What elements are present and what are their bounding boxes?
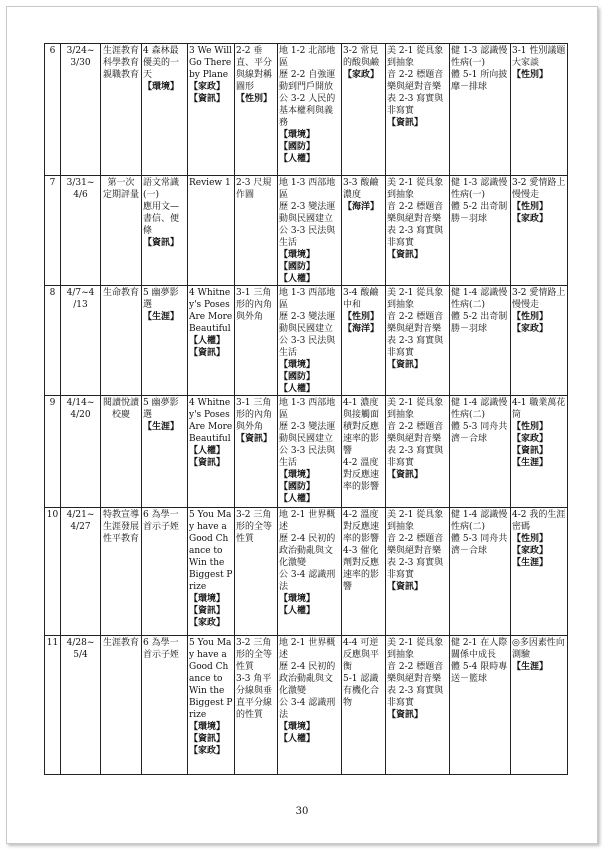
unit-text: 6 為學一首示子姪 <box>143 510 180 532</box>
math-cell <box>235 44 278 176</box>
date-line: 4/7~4 <box>66 288 95 298</box>
science-cell <box>342 176 386 286</box>
issue-tag: 【人權】 <box>189 446 226 456</box>
unit-text: 語文常識(一) <box>143 178 180 200</box>
unit-text: 4-4 可逆反應與平衡 <box>343 638 380 672</box>
issue-tag: 【資訊】 <box>512 446 549 456</box>
math-cell <box>235 396 278 508</box>
unit-text: 健 1-4 認識慢性病(二) <box>451 398 508 420</box>
math-cell <box>235 176 278 286</box>
unit-text: 4-1 職業萬花筒 <box>512 398 566 420</box>
unit-text: 3-3 酸鹼濃度 <box>343 178 379 200</box>
math-cell <box>235 508 278 636</box>
unit-text: 美 2-1 從具象到抽象 <box>387 638 444 660</box>
table-row <box>45 44 568 176</box>
unit-text: 3-2 三角形的全等性質 <box>236 510 273 544</box>
date-line: 3/31~ <box>66 178 95 188</box>
unit-text: 3-2 三角形的全等性質 <box>236 638 273 672</box>
math-cell <box>235 286 278 396</box>
date-range <box>61 44 101 176</box>
week-number: 10 <box>45 508 61 636</box>
issue-tag: 【性別】 <box>236 94 273 104</box>
english-cell <box>188 508 235 636</box>
issue-tag: 【人權】 <box>279 606 316 616</box>
date-line: /13 <box>73 300 88 310</box>
unit-text: 3-2 愛情路上慢慢走 <box>512 178 566 200</box>
unit-text: ◎多因素性向測驗 <box>512 638 565 660</box>
date-line: 4/27 <box>70 522 91 532</box>
unit-text: 3-2 常見的酸與鹼 <box>343 46 380 68</box>
date-range <box>61 636 101 775</box>
issue-tag: 【家政】 <box>512 434 549 444</box>
unit-text: 歷 2-3 變法運動與民國建立 <box>279 422 336 444</box>
english-cell <box>188 396 235 508</box>
science-cell <box>342 396 386 508</box>
issue-tag: 【人權】 <box>279 734 316 744</box>
theme-line: 生涯發展 <box>102 522 139 532</box>
issue-tag: 【性別】 <box>512 202 549 212</box>
integrative-cell <box>511 176 568 286</box>
date-range <box>61 508 101 636</box>
issue-tag: 【資訊】 <box>189 606 226 616</box>
english-cell <box>188 44 235 176</box>
theme-cell <box>101 176 142 286</box>
social-cell <box>278 508 342 636</box>
social-cell <box>278 44 342 176</box>
issue-tag: 【家政】 <box>512 546 549 556</box>
unit-text: 體 5-2 出奇制勝－羽球 <box>451 202 508 224</box>
issue-tag: 【性別】 <box>343 312 380 322</box>
issue-tag: 【國防】 <box>279 372 316 382</box>
unit-text: 地 1-3 西部地區 <box>279 288 336 310</box>
issue-tag: 【生涯】 <box>143 312 180 322</box>
issue-tag: 【性別】 <box>512 534 549 544</box>
unit-text: 歷 2-2 自強運動到門戶開放 <box>279 70 336 92</box>
health-pe-cell <box>450 508 511 636</box>
issue-tag: 【生涯】 <box>512 458 549 468</box>
health-pe-cell <box>450 396 511 508</box>
theme-line: 閱讀悅讀 <box>102 398 139 408</box>
date-range <box>61 176 101 286</box>
integrative-cell <box>511 636 568 775</box>
unit-text: 3-1 三角形的內角與外角 <box>236 288 273 322</box>
unit-text: 音 2-2 標題音樂與絕對音樂 <box>387 312 444 334</box>
theme-line: 第一次 <box>107 178 135 188</box>
issue-tag: 【環境】 <box>279 130 316 140</box>
week-number: 6 <box>45 44 61 176</box>
unit-text: 表 2-3 寫實與非寫實 <box>387 226 444 248</box>
issue-tag: 【環境】 <box>189 594 226 604</box>
issue-tag: 【人權】 <box>279 154 316 164</box>
unit-text: 表 2-3 寫實與非寫實 <box>387 558 444 580</box>
unit-text: 3 We Will Go There by Plane <box>189 46 233 80</box>
date-line: 3/24~ <box>66 46 95 56</box>
unit-text: 歷 2-3 變法運動與民國建立 <box>279 202 336 224</box>
issue-tag: 【環境】 <box>279 722 316 732</box>
health-pe-cell <box>450 636 511 775</box>
unit-text: 美 2-1 從具象到抽象 <box>387 178 444 200</box>
integrative-cell <box>511 44 568 176</box>
theme-line: 性平教育 <box>102 534 139 544</box>
theme-cell <box>101 636 142 775</box>
unit-text: 音 2-2 標題音樂與絕對音樂 <box>387 202 444 224</box>
unit-text: 健 1-4 認識慢性病(二) <box>451 288 508 310</box>
science-cell <box>342 286 386 396</box>
unit-text: 音 2-2 標題音樂與絕對音樂 <box>387 70 444 92</box>
unit-text: 體 5-2 出奇制勝－羽球 <box>451 312 508 334</box>
theme-cell <box>101 44 142 176</box>
date-line: 5/4 <box>73 650 88 660</box>
issue-tag: 【環境】 <box>279 360 316 370</box>
issue-tag: 【環境】 <box>279 594 316 604</box>
page-number: 30 <box>295 806 309 817</box>
theme-line: 生涯教育 <box>102 46 139 56</box>
theme-line: 生涯教育 <box>102 638 139 648</box>
arts-cell <box>386 286 450 396</box>
issue-tag: 【人權】 <box>189 336 226 346</box>
issue-tag: 【資訊】 <box>189 458 226 468</box>
issue-tag: 【生涯】 <box>512 662 549 672</box>
theme-cell <box>101 508 142 636</box>
unit-text: 4-2 溫度對反應速率的影響 <box>343 510 380 544</box>
unit-text: 4-2 我的生涯密碼 <box>512 510 566 532</box>
issue-tag: 【資訊】 <box>189 94 226 104</box>
unit-text: 4-1 濃度與接觸面積對反應速率的影響 <box>343 398 380 456</box>
unit-text: 公 3-3 民法與生活 <box>279 446 336 468</box>
unit-text: 地 1-3 西部地區 <box>279 398 336 420</box>
date-line: 3/30 <box>70 58 91 68</box>
social-cell <box>278 286 342 396</box>
issue-tag: 【資訊】 <box>387 360 424 370</box>
issue-tag: 【家政】 <box>189 746 226 756</box>
issue-tag: 【資訊】 <box>189 348 226 358</box>
issue-tag: 【性別】 <box>512 422 549 432</box>
unit-text: 3-4 酸鹼中和 <box>343 288 379 310</box>
health-pe-cell <box>450 44 511 176</box>
issue-tag: 【生涯】 <box>512 558 549 568</box>
issue-tag: 【國防】 <box>279 142 316 152</box>
chinese-cell <box>142 176 188 286</box>
health-pe-cell <box>450 286 511 396</box>
unit-text: 5-1 認識有機化合物 <box>343 674 380 708</box>
integrative-cell <box>511 396 568 508</box>
unit-text: 應用文—書信、便條 <box>143 202 180 236</box>
unit-text: 4 Whitney's Poses Are More Beautiful <box>189 398 233 444</box>
theme-cell <box>101 286 142 396</box>
date-line: 4/20 <box>70 410 91 420</box>
unit-text: 音 2-2 標題音樂與絕對音樂 <box>387 534 444 556</box>
issue-tag: 【人權】 <box>279 494 316 504</box>
arts-cell <box>386 176 450 286</box>
date-line: 4/6 <box>73 190 88 200</box>
theme-line: 科學教育 <box>102 58 139 68</box>
unit-text: 公 3-2 人民的基本權利與義務 <box>279 94 336 128</box>
table-row <box>45 508 568 636</box>
issue-tag: 【資訊】 <box>189 734 226 744</box>
unit-text: 公 3-4 認識刑法 <box>279 570 336 592</box>
unit-text: 地 1-2 北部地區 <box>279 46 336 68</box>
integrative-cell <box>511 508 568 636</box>
chinese-cell <box>142 286 188 396</box>
date-line: 4/21~ <box>66 510 95 520</box>
arts-cell <box>386 396 450 508</box>
issue-tag: 【環境】 <box>143 82 180 92</box>
unit-text: 公 3-3 民法與生活 <box>279 226 336 248</box>
date-range <box>61 286 101 396</box>
issue-tag: 【環境】 <box>279 250 316 260</box>
social-cell <box>278 176 342 286</box>
unit-text: 6 為學一首示子姪 <box>143 638 180 660</box>
unit-text: 5 幽夢影選 <box>143 288 179 310</box>
issue-tag: 【人權】 <box>279 274 316 284</box>
table-row <box>45 286 568 396</box>
unit-text: 表 2-3 寫實與非寫實 <box>387 686 444 708</box>
unit-text: 5 幽夢影選 <box>143 398 179 420</box>
unit-text: 4 Whitney's Poses Are More Beautiful <box>189 288 233 334</box>
social-cell <box>278 636 342 775</box>
theme-line: 生命教育 <box>102 288 139 298</box>
unit-text: 4-2 溫度對反應速率的影響 <box>343 458 380 492</box>
unit-text: 健 1-3 認識慢性病(一) <box>451 46 508 68</box>
issue-tag: 【環境】 <box>279 470 316 480</box>
science-cell <box>342 636 386 775</box>
unit-text: 2-3 尺規作圖 <box>236 178 272 200</box>
unit-text: 公 3-4 認識刑法 <box>279 698 336 720</box>
date-line: 4/28~ <box>66 638 95 648</box>
science-cell <box>342 44 386 176</box>
unit-text: 健 2-1 在人際關係中成長 <box>451 638 508 660</box>
unit-text: 歷 2-4 民初的政治動亂與文化激變 <box>279 662 336 696</box>
arts-cell <box>386 636 450 775</box>
issue-tag: 【家政】 <box>512 214 549 224</box>
unit-text: 表 2-3 寫實與非寫實 <box>387 446 444 468</box>
issue-tag: 【生涯】 <box>143 422 180 432</box>
unit-text: 5 You May have a Good Chance to Win the Biggest Prize <box>189 510 233 592</box>
unit-text: 健 1-3 認識慢性病(一) <box>451 178 508 200</box>
theme-line: 特教宣導 <box>102 510 139 520</box>
issue-tag: 【資訊】 <box>387 118 424 128</box>
unit-text: 3-1 三角形的內角與外角 <box>236 398 273 432</box>
arts-cell <box>386 508 450 636</box>
issue-tag: 【海洋】 <box>343 202 380 212</box>
unit-text: 體 5-3 同舟共濟－合球 <box>451 422 508 444</box>
issue-tag: 【性別】 <box>512 70 549 80</box>
integrative-cell <box>511 286 568 396</box>
unit-text: 表 2-3 寫實與非寫實 <box>387 94 444 116</box>
unit-text: 地 1-3 西部地區 <box>279 178 336 200</box>
unit-text: 健 1-4 認識慢性病(二) <box>451 510 508 532</box>
unit-text: 5 You May have a Good Chance to Win the Biggest Prize <box>189 638 233 720</box>
issue-tag: 【環境】 <box>189 722 226 732</box>
english-cell <box>188 176 235 286</box>
unit-text: 地 2-1 世界概述 <box>279 510 336 532</box>
issue-tag: 【性別】 <box>512 312 549 322</box>
unit-text: 音 2-2 標題音樂與絕對音樂 <box>387 422 444 444</box>
table-row <box>45 636 568 775</box>
unit-text: 3-2 愛情路上慢慢走 <box>512 288 566 310</box>
unit-text: 3-3 角平分線與垂直平分線的性質 <box>236 674 273 720</box>
date-line: 4/14~ <box>66 398 95 408</box>
unit-text: 4-3 催化劑對反應速率的影響 <box>343 546 380 592</box>
unit-text: 歷 2-3 變法運動與民國建立 <box>279 312 336 334</box>
unit-text: 4 森林最優美的一天 <box>143 46 180 80</box>
issue-tag: 【國防】 <box>279 262 316 272</box>
unit-text: 體 5-1 所向披靡－排球 <box>451 70 508 92</box>
arts-cell <box>386 44 450 176</box>
issue-tag: 【國防】 <box>279 482 316 492</box>
unit-text: 美 2-1 從具象到抽象 <box>387 510 444 532</box>
issue-tag: 【家政】 <box>189 618 226 628</box>
issue-tag: 【人權】 <box>279 384 316 394</box>
unit-text: 2-2 垂直、平分與線對稱圖形 <box>236 46 273 92</box>
week-number: 9 <box>45 396 61 508</box>
unit-text: 3-1 性別議題大家談 <box>512 46 566 68</box>
chinese-cell <box>142 396 188 508</box>
issue-tag: 【資訊】 <box>387 582 424 592</box>
unit-text: 歷 2-4 民初的政治動亂與文化激變 <box>279 534 336 568</box>
unit-text: 美 2-1 從具象到抽象 <box>387 46 444 68</box>
curriculum-schedule-table <box>44 43 568 775</box>
unit-text: 表 2-3 寫實與非寫實 <box>387 336 444 358</box>
unit-text: 美 2-1 從具象到抽象 <box>387 398 444 420</box>
theme-line: 校慶 <box>111 410 130 420</box>
unit-text: Review 1 <box>189 178 231 188</box>
issue-tag: 【資訊】 <box>387 710 424 720</box>
chinese-cell <box>142 636 188 775</box>
chinese-cell <box>142 44 188 176</box>
unit-text: 體 5-3 同舟共濟－合球 <box>451 534 508 556</box>
theme-cell <box>101 396 142 508</box>
issue-tag: 【資訊】 <box>143 238 180 248</box>
science-cell <box>342 508 386 636</box>
unit-text: 地 2-1 世界概述 <box>279 638 336 660</box>
issue-tag: 【資訊】 <box>387 250 424 260</box>
issue-tag: 【海洋】 <box>343 324 380 334</box>
issue-tag: 【資訊】 <box>387 470 424 480</box>
table-row <box>45 176 568 286</box>
unit-text: 體 5-4 限時專送－籃球 <box>451 662 508 684</box>
social-cell <box>278 396 342 508</box>
english-cell <box>188 636 235 775</box>
issue-tag: 【資訊】 <box>236 434 273 444</box>
english-cell <box>188 286 235 396</box>
week-number: 7 <box>45 176 61 286</box>
issue-tag: 【家政】 <box>512 324 549 334</box>
unit-text: 美 2-1 從具象到抽象 <box>387 288 444 310</box>
issue-tag: 【家政】 <box>343 70 380 80</box>
math-cell <box>235 636 278 775</box>
issue-tag: 【家政】 <box>189 82 226 92</box>
theme-line: 定期評量 <box>102 190 139 200</box>
table-row <box>45 396 568 508</box>
week-number: 11 <box>45 636 61 775</box>
unit-text: 音 2-2 標題音樂與絕對音樂 <box>387 662 444 684</box>
week-number: 8 <box>45 286 61 396</box>
date-range <box>61 396 101 508</box>
unit-text: 公 3-3 民法與生活 <box>279 336 336 358</box>
health-pe-cell <box>450 176 511 286</box>
chinese-cell <box>142 508 188 636</box>
theme-line: 親職教育 <box>102 70 139 80</box>
